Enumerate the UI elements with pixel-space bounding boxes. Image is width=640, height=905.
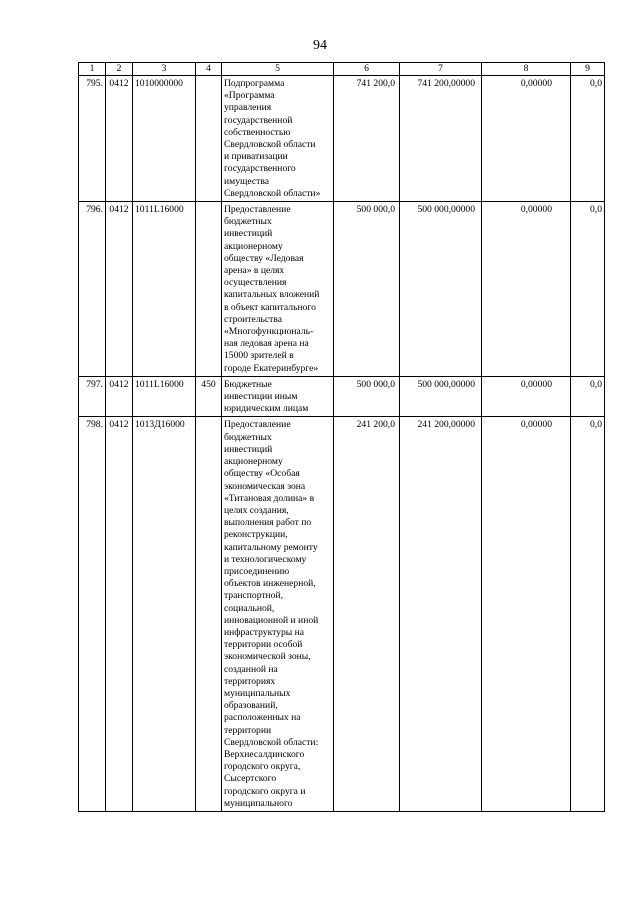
amount-col9: 0,0	[571, 76, 605, 202]
target-code: 1010000000	[133, 76, 196, 202]
page-number: 94	[313, 38, 327, 53]
row-number: 798.	[79, 417, 106, 812]
row-number: 797.	[79, 376, 106, 417]
section-code: 0412	[106, 202, 133, 377]
target-code: 1011L16000	[133, 202, 196, 377]
amount-full: 241 200,00000	[400, 417, 482, 812]
expense-type	[196, 76, 222, 202]
table-row	[79, 376, 605, 417]
section-code: 0412	[106, 417, 133, 812]
col-header-4: 4	[196, 63, 222, 76]
expense-type	[196, 202, 222, 377]
amount-col8: 0,00000	[482, 417, 571, 812]
section-code: 0412	[106, 76, 133, 202]
col-header-2: 2	[106, 63, 133, 76]
col-header-7: 7	[400, 63, 482, 76]
col-header-6: 6	[334, 63, 400, 76]
table-row	[79, 76, 605, 202]
target-code: 1013Д16000	[133, 417, 196, 812]
amount: 241 200,0	[334, 417, 400, 812]
col-header-8: 8	[482, 63, 571, 76]
expense-type	[196, 417, 222, 812]
section-code: 0412	[106, 376, 133, 417]
table-row	[79, 202, 605, 377]
target-code: 1011L16000	[133, 376, 196, 417]
expense-type: 450	[196, 376, 222, 417]
row-number: 795.	[79, 76, 106, 202]
table-row	[79, 417, 605, 812]
col-header-1: 1	[79, 63, 106, 76]
amount-col8: 0,00000	[482, 76, 571, 202]
amount-col8: 0,00000	[482, 202, 571, 377]
item-name: Бюджетные инвестиции иным юридическим лицам	[222, 376, 334, 417]
col-header-9: 9	[571, 63, 605, 76]
row-number: 796.	[79, 202, 106, 377]
col-header-5: 5	[222, 63, 334, 76]
amount-full: 500 000,00000	[400, 202, 482, 377]
header-row	[79, 63, 605, 76]
amount-col9: 0,0	[571, 376, 605, 417]
amount-col8: 0,00000	[482, 376, 571, 417]
amount-full: 741 200,00000	[400, 76, 482, 202]
col-header-3: 3	[133, 63, 196, 76]
amount: 500 000,0	[334, 202, 400, 377]
item-name: Предоставление бюджетных инвестиций акционерному обществу «Особая экономическая зона «Титановая долина» в целях создания, выполнения работ по реконструкции, капитальному ремонту и технологическому присоединению объектов инженерной, транспортной, социальной, инновационной и иной инфраструктуры на территории особой экономической зоны, созданной на территориях муниципальных образований, расположенных на территории Свердловской области: Верхнесалдинского городского округа, Сысертского городского округа и муниципального	[222, 417, 334, 812]
amount-col9: 0,0	[571, 202, 605, 377]
item-name: Предоставление бюджетных инвестиций акционерному обществу «Ледовая арена» в целях осуществления капитальных вложений в объект капитального строительства «Многофункциональ- ная ледовая арена на 15000 зрителей в городе Екатеринбурге»	[222, 202, 334, 377]
amount: 741 200,0	[334, 76, 400, 202]
budget-table	[78, 62, 605, 812]
amount-col9: 0,0	[571, 417, 605, 812]
amount-full: 500 000,00000	[400, 376, 482, 417]
amount: 500 000,0	[334, 376, 400, 417]
item-name: Подпрограмма «Программа управления государственной собственностью Свердловской области и приватизации государственного имущества Свердловской области»	[222, 76, 334, 202]
